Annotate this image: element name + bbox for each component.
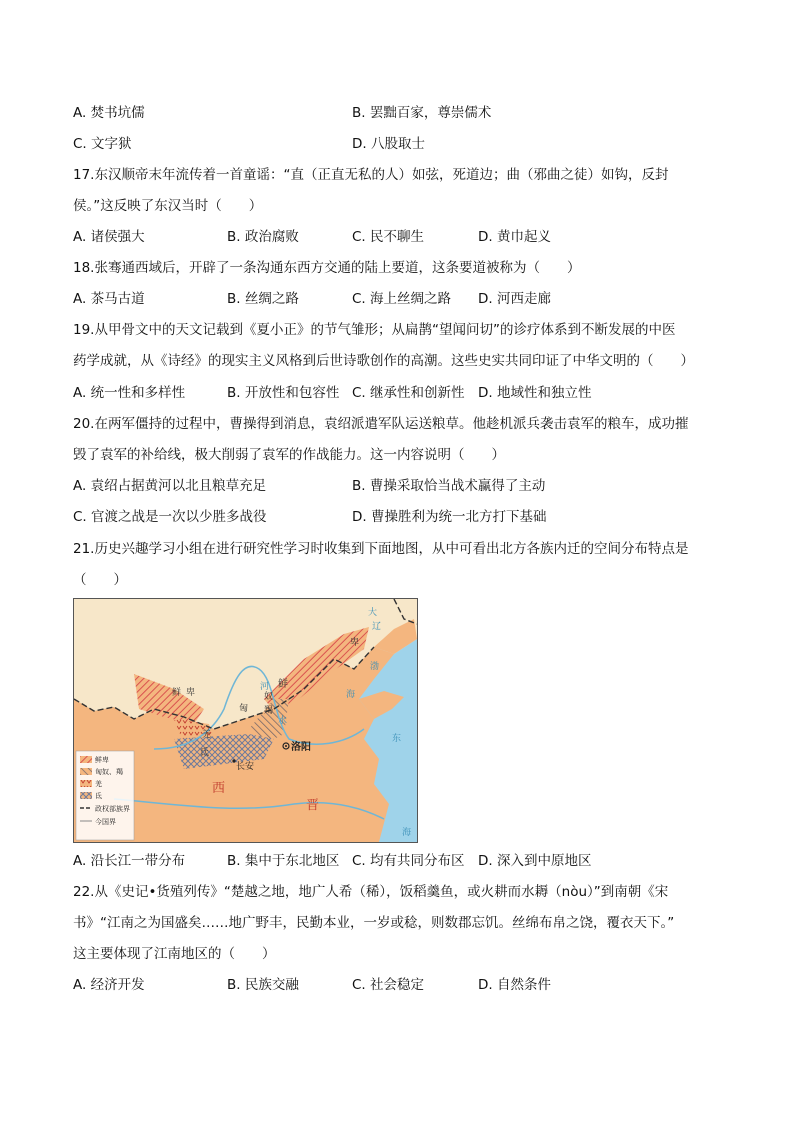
map-label-changan: 长安	[236, 762, 255, 772]
legend-label-xianbei: 鲜卑	[95, 756, 109, 764]
legend-label-qiang: 羌	[95, 780, 102, 788]
q19-option-a[interactable]: A. 统一性和多样性	[73, 385, 186, 401]
legend-swatch-di	[80, 792, 92, 799]
q18-option-c[interactable]: C. 海上丝绸之路	[352, 291, 452, 307]
q20-option-b[interactable]: B. 曹操采取恰当战术赢得了主动	[352, 478, 546, 494]
q20-option-c[interactable]: C. 官渡之战是一次以少胜多战役	[73, 509, 267, 525]
q22-stem-line1: 22.从《史记•货殖列传》“楚越之地，地广人希（稀），饭稻羹鱼，或火耕而水耨（nòu）”到南朝《宋	[73, 884, 669, 900]
q19-option-d[interactable]: D. 地域性和独立性	[478, 385, 592, 401]
q20-option-d[interactable]: D. 曹操胜利为统一北方打下基础	[352, 509, 547, 525]
map-legend	[76, 751, 134, 840]
migration-map	[73, 598, 418, 843]
legend-label-xiongnu: 匈奴、羯	[95, 768, 123, 776]
q21-option-b[interactable]: B. 集中于东北地区	[227, 853, 340, 869]
map-label-xianbei-w1: 鲜	[172, 688, 182, 698]
q17-option-c[interactable]: C. 民不聊生	[352, 229, 425, 245]
legend-label-border: 今国界	[95, 818, 116, 826]
legend-label-di: 氐	[95, 792, 102, 800]
map-label-xianbei-w2: 卑	[186, 688, 196, 698]
map-label-xianbei-n: 鲜	[278, 679, 288, 690]
map-label-luoyang: 洛阳	[291, 742, 311, 753]
map-label-qiang: 羌	[202, 730, 212, 740]
q17-stem-line2: 侯。”这反映了东汉当时（ ）	[73, 198, 263, 214]
map-label-xi: 西	[212, 781, 226, 796]
q16-option-c[interactable]: C. 文字狱	[73, 136, 132, 152]
q18-option-d[interactable]: D. 河西走廊	[478, 291, 551, 307]
luoyang-marker-dot	[285, 745, 287, 747]
q18-option-b[interactable]: B. 丝绸之路	[227, 291, 299, 307]
legend-label-regime: 政权部族界	[95, 805, 130, 813]
q16-option-b[interactable]: B. 罢黜百家，尊崇儒术	[352, 105, 492, 121]
q21-option-a[interactable]: A. 沿长江一带分布	[73, 853, 186, 869]
map-label-jie: 羯	[264, 706, 274, 716]
q20-stem-line1: 20.在两军僵持的过程中，曹操得到消息，袁绍派遣军队运送粮草。他趁机派兵袭击袁军的粮车，成功摧	[73, 416, 689, 432]
q20-option-a[interactable]: A. 袁绍占据黄河以北且粮草充足	[73, 478, 267, 494]
map-label-bei-ne: 卑	[350, 638, 360, 648]
legend-swatch-xianbei	[80, 756, 92, 763]
map-label-hai: 海	[346, 690, 356, 700]
map-label-he2: 水	[278, 716, 288, 726]
map-label-jin: 晋	[306, 798, 320, 813]
q22-stem-line2: 书》“江南之为国盛矣……地广野丰，民勤本业，一岁或稔，则数郡忘饥。丝绵布帛之饶，覆衣天下。”	[73, 915, 675, 931]
q17-stem-line1: 17.东汉顺帝末年流传着一首童谣：“直（正直无私的人）如弦，死道边；曲（邪曲之徒）如钩，反封	[73, 167, 669, 183]
map-label-xiongnu2: 奴	[264, 692, 274, 702]
q19-stem-line2: 药学成就，从《诗经》的现实主义风格到后世诗歌创作的高潮。这些史实共同印证了中华文明的（ ）	[73, 353, 694, 369]
q17-option-a[interactable]: A. 诸侯强大	[73, 229, 145, 245]
map-label-liao: 辽	[372, 622, 382, 632]
q21-option-d[interactable]: D. 深入到中原地区	[478, 853, 592, 869]
q18-stem-line1: 18.张骞通西域后，开辟了一条沟通东西方交通的陆上要道，这条要道被称为（ ）	[73, 260, 581, 276]
map-label-dong: 东	[392, 734, 402, 744]
q17-option-d[interactable]: D. 黄巾起义	[478, 229, 551, 245]
q22-option-d[interactable]: D. 自然条件	[478, 977, 551, 993]
q22-stem-line3: 这主要体现了江南地区的（ ）	[73, 946, 276, 962]
legend-swatch-qiang	[80, 780, 92, 787]
q17-option-b[interactable]: B. 政治腐败	[227, 229, 299, 245]
q21-stem-line1: 21.历史兴趣学习小组在进行研究性学习时收集到下面地图，从中可看出北方各族内迁的空间分布特点是	[73, 541, 689, 557]
map-label-he1: 河	[260, 682, 270, 692]
legend-swatch-xiongnu	[80, 768, 92, 775]
migration-map-svg	[74, 599, 417, 842]
map-label-bo: 渤	[370, 662, 380, 672]
q16-option-a[interactable]: A. 焚书坑儒	[73, 105, 145, 121]
map-label-di: 氐	[200, 748, 210, 758]
map-label-hai2: 海	[402, 828, 412, 838]
map-label-da: 大	[368, 608, 378, 618]
q19-option-c[interactable]: C. 继承性和创新性	[352, 385, 465, 401]
q22-option-c[interactable]: C. 社会稳定	[352, 977, 425, 993]
q19-stem-line1: 19.从甲骨文中的天文记载到《夏小正》的节气雏形；从扁鹊“望闻问切”的诊疗体系到不断发展的中医	[73, 322, 676, 338]
map-label-xiongnu1: 匈	[239, 704, 249, 714]
q18-option-a[interactable]: A. 茶马古道	[73, 291, 145, 307]
q22-option-b[interactable]: B. 民族交融	[227, 977, 299, 993]
q20-stem-line2: 毁了袁军的补给线，极大削弱了袁军的作战能力。这一内容说明（ ）	[73, 447, 505, 463]
q16-option-d[interactable]: D. 八股取士	[352, 136, 425, 152]
q19-option-b[interactable]: B. 开放性和包容性	[227, 385, 340, 401]
q21-option-c[interactable]: C. 均有共同分布区	[352, 853, 465, 869]
q22-option-a[interactable]: A. 经济开发	[73, 977, 145, 993]
q21-stem-line2: （ ）	[73, 572, 127, 588]
